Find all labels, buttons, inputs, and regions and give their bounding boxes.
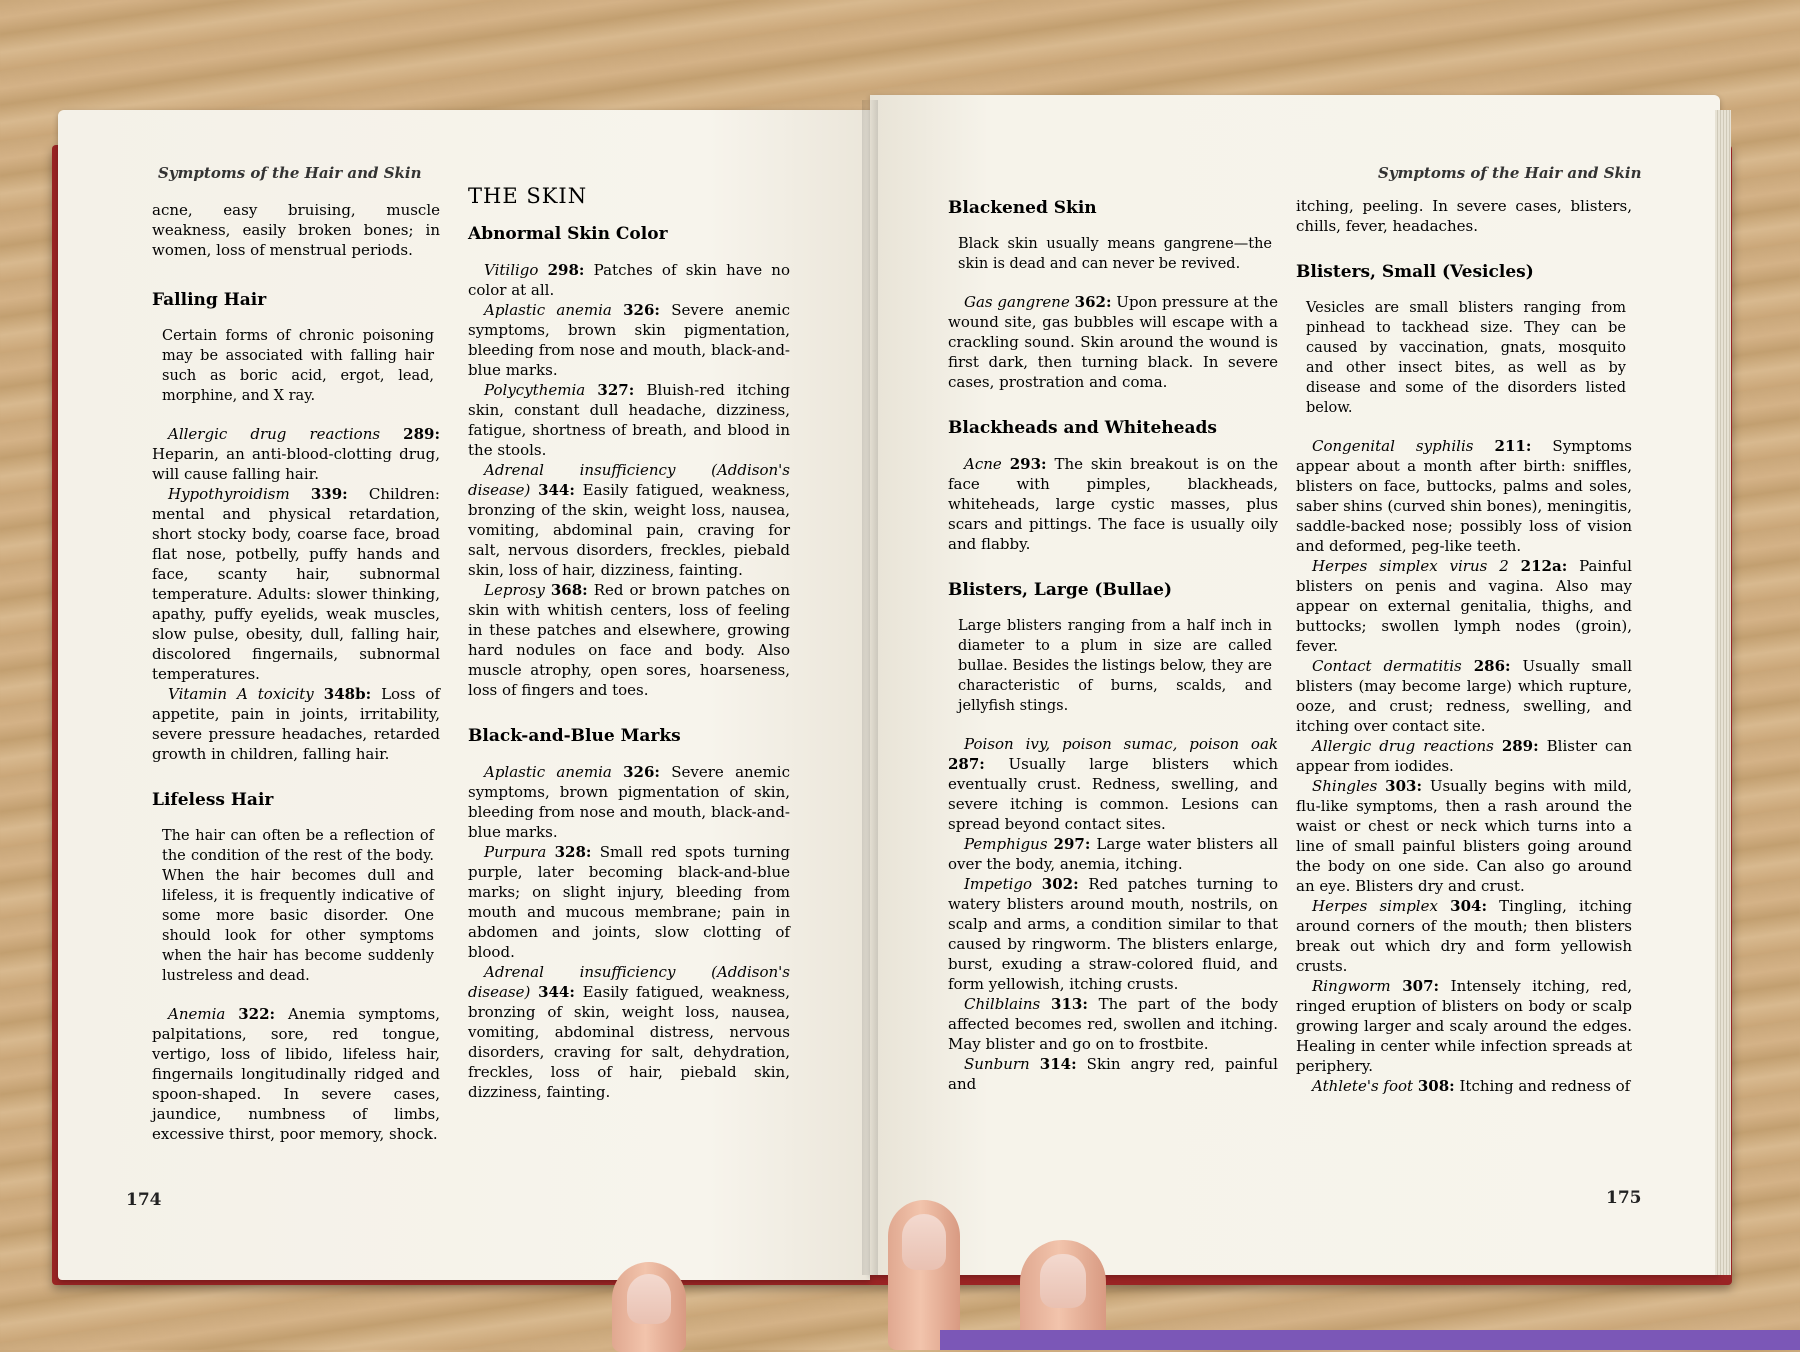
condition-term: Anemia [168,1005,226,1023]
purple-ruler [940,1330,1800,1350]
condition-entry [468,762,790,842]
condition-description: Red or brown patches on skin with whitish centers, loss of feeling in these patches and elsewhere, growing hard nodules on face and body. Also muscle atrophy, open sores, hoarseness, loss of fingers and toes. [468,581,790,699]
right-column-2 [1296,196,1632,1096]
condition-term: Vitamin A toxicity [168,685,314,703]
reference-number: 298: [547,261,585,279]
section-intro: Large blisters ranging from a half inch in diameter to a plum in size are called bullae. Besides the listings below, they are characteristic of burns, scalds, and jellyfish stings. [958,618,1272,714]
condition-description: Heparin, an anti-blood-clotting drug, will cause falling hair. [152,445,440,483]
reference-number: 314: [1039,1055,1077,1073]
condition-entry [468,300,790,380]
page-edges [1715,110,1731,1275]
condition-entry [948,994,1278,1054]
reference-number: 302: [1041,875,1079,893]
condition-description: Usually begins with mild, flu-like symptoms, then a rash around the waist or chest or neck which turns into a line of small painful blisters going around the body on one side. Can also go around an eye. Blisters dry and crust. [1296,777,1632,895]
condition-description: Children: mental and physical retardation, short stocky body, coarse face, broad flat nose, potbelly, puffy hands and face, scanty hair, subnormal temperature. Adults: slower thinking, apathy, puffy eyelids, weak muscles, slow pulse, obesity, dull, falling hair, discolored fingernails, subnormal temperatures. [152,485,440,683]
reference-number: 304: [1450,897,1487,915]
running-head-left: Symptoms of the Hair and Skin [158,164,422,182]
condition-description: Loss of appetite, pain in joints, irritability, severe pressure headaches, retarded growth in children, falling hair. [152,685,440,763]
section-heading: Lifeless Hair [152,790,274,810]
reference-number: 348b: [323,685,372,703]
fingernail [902,1214,946,1270]
condition-entry [152,484,440,684]
condition-entry [948,834,1278,874]
condition-entry [948,874,1278,994]
reference-number: 289: [403,425,440,443]
condition-description: Usually large blisters which eventually crust. Redness, swelling, and severe itching is common. Lesions can spread beyond contact sites. [948,755,1278,833]
reference-number: 308: [1417,1077,1455,1095]
continued-text: acne, easy bruising, muscle weakness, easily broken bones; in women, loss of menstrual periods. [152,201,440,259]
condition-term: Vitiligo [484,261,539,279]
reference-number: 286: [1473,657,1511,675]
condition-entry [468,842,790,962]
condition-description: The skin breakout is on the face with pimples, blackheads, whiteheads, large cystic masses, plus scars and pittings. The face is usually oily and flabby. [948,455,1278,553]
condition-entry [468,380,790,460]
condition-description: Bluish-red itching skin, constant dull headache, dizziness, fatigue, shortness of breath, and blood in the stools. [468,381,790,459]
reference-number: 362: [1074,293,1112,311]
finger-left [888,1200,960,1350]
condition-term: Sunburn [964,1055,1030,1073]
condition-entry [1296,776,1632,896]
reference-number: 287: [948,755,985,773]
reference-number: 303: [1385,777,1423,795]
condition-term: Adrenal insufficiency (Addison's disease) [468,461,790,499]
reference-number: 211: [1494,437,1532,455]
condition-term: Impetigo [964,875,1033,893]
reference-number: 313: [1051,995,1088,1013]
condition-term: Athlete's foot [1312,1077,1414,1095]
section-heading: Black-and-Blue Marks [468,726,681,746]
condition-entry [948,292,1278,392]
left-column-1 [152,200,440,1144]
condition-entry [468,580,790,700]
condition-description: Small red spots turning purple, later becoming black-and-blue marks; on slight injury, bleeding from mouth and mucous membrane; pain in abdomen and joints, slow clotting of blood. [468,843,790,961]
condition-term: Allergic drug reactions [168,425,381,443]
condition-entry [152,424,440,484]
reference-number: 344: [538,983,575,1001]
reference-number: 344: [538,481,575,499]
reference-number: 297: [1053,835,1091,853]
section-heading: Blisters, Small (Vesicles) [1296,262,1534,282]
condition-entry [948,454,1278,554]
page-number-right: 175 [1606,1188,1642,1208]
condition-term: Shingles [1312,777,1378,795]
condition-entry [1296,1076,1632,1096]
condition-term: Chilblains [964,995,1041,1013]
condition-term: Congenital syphilis [1312,437,1474,455]
condition-description: Blister can appear from iodides. [1296,737,1632,775]
section-heading: Falling Hair [152,290,267,310]
condition-entry [152,684,440,764]
reference-number: 326: [623,301,660,319]
condition-entry [948,1054,1278,1094]
reference-number: 328: [554,843,592,861]
condition-description: Anemia symptoms, palpitations, sore, red tongue, vertigo, loss of libido, lifeless hair, fingernails longitudinally ridged and spoon-shaped. In severe cases, jaundice, numbness of limbs, excessive thirst, poor memory, shock. [152,1005,440,1143]
page-number-left: 174 [126,1190,162,1210]
reference-number: 368: [550,581,588,599]
reference-number: 293: [1009,455,1047,473]
reference-number: 327: [597,381,635,399]
section-heading: Blackened Skin [948,198,1097,218]
condition-entry [948,734,1278,834]
condition-term: Poison ivy, poison sumac, poison oak [964,735,1278,753]
condition-entry [152,1004,440,1144]
condition-description: Severe anemic symptoms, brown skin pigmentation, bleeding from nose and mouth, black-and-blue marks. [468,301,790,379]
condition-term: Purpura [484,843,547,861]
condition-description: Painful blisters on penis and vagina. Also may appear on external genitalia, thighs, and buttocks; swollen lymph nodes (groin), fever. [1296,557,1632,655]
condition-entry [1296,436,1632,556]
condition-description: Easily fatigued, weakness, bronzing of the skin, weight loss, nausea, vomiting, abdominal pain, craving for salt, nervous disorders, freckles, piebald skin, loss of hair, dizziness, fainting. [468,481,790,579]
condition-term: Polycythemia [484,381,586,399]
chapter-title: THE SKIN [468,184,588,208]
left-column-2 [468,186,790,1102]
condition-entry [468,260,790,300]
condition-description: Upon pressure at the wound site, gas bubbles will escape with a crackling sound. Skin around the wound is first dark, then turning black. In severe cases, prostration and coma. [948,293,1278,391]
condition-description: Severe anemic symptoms, brown pigmentation of skin, bleeding from nose and mouth, black-and-blue marks. [468,763,790,841]
condition-term: Pemphigus [964,835,1048,853]
condition-entry [1296,736,1632,776]
section-heading: Blackheads and Whiteheads [948,418,1217,438]
condition-description: Symptoms appear about a month after birth: sniffles, blisters on face, buttocks, palms and soles, saber shins (curved shin bones), meningitis, saddle-backed nose; possibly loss of vision and deformed, peg-like teeth. [1296,437,1632,555]
condition-description: Large water blisters all over the body, anemia, itching. [948,835,1278,873]
continued-text: itching, peeling. In severe cases, blisters, chills, fever, headaches. [1296,197,1632,235]
condition-description: Red patches turning to watery blisters around mouth, nostrils, on scalp and arms, a condition similar to that caused by ringworm. The blisters enlarge, burst, exuding a straw-colored fluid, and form yellowish, itching crusts. [948,875,1278,993]
reference-number: 289: [1501,737,1539,755]
condition-description: Tingling, itching around corners of the mouth; then blisters break out which dry and form yellowish crusts. [1296,897,1632,975]
condition-term: Gas gangrene [964,293,1070,311]
reference-number: 307: [1402,977,1440,995]
section-intro: Black skin usually means gangrene—the skin is dead and can never be revived. [958,236,1272,272]
condition-description: Intensely itching, red, ringed eruption of blisters on body or scalp growing larger and scaly around the edges. Healing in center while infection spreads at periphery. [1296,977,1632,1075]
reference-number: 339: [310,485,348,503]
condition-entry [1296,656,1632,736]
condition-term: Herpes simplex virus 2 [1312,557,1509,575]
section-intro: Certain forms of chronic poisoning may be associated with falling hair such as boric acid, ergot, lead, morphine, and X ray. [162,328,434,404]
fingernail [1040,1254,1086,1308]
condition-entry [468,962,790,1102]
running-head-right: Symptoms of the Hair and Skin [1378,164,1642,182]
condition-term: Contact dermatitis [1312,657,1462,675]
condition-description: Skin angry red, painful and [948,1055,1278,1093]
condition-term: Adrenal insufficiency (Addison's disease) [468,963,790,1001]
condition-description: The part of the body affected becomes red, swollen and itching. May blister and go on to frostbite. [948,995,1278,1053]
reference-number: 322: [238,1005,276,1023]
book-spine-shadow [862,100,878,1275]
condition-description: Itching and redness of [1454,1077,1631,1095]
section-intro: Vesicles are small blisters ranging from pinhead to tackhead size. They can be caused by vaccination, gnats, mosquito and other insect bites, as well as by disease and some of the disorders listed below. [1306,300,1626,416]
reference-number: 326: [623,763,660,781]
reference-number: 212a: [1520,557,1568,575]
condition-term: Leprosy [484,581,545,599]
section-heading: Abnormal Skin Color [468,224,668,244]
section-intro: The hair can often be a reflection of the condition of the rest of the body. When the hair becomes dull and lifeless, it is frequently indicative of some more basic disorder. One should look for other symptoms when the hair has become suddenly lustreless and dead. [162,828,434,984]
condition-term: Ringworm [1312,977,1391,995]
condition-term: Hypothyroidism [168,485,290,503]
condition-description: Patches of skin have no color at all. [468,261,790,299]
condition-entry [468,460,790,580]
condition-term: Herpes simplex [1312,897,1438,915]
condition-term: Aplastic anemia [484,301,612,319]
fingernail [627,1274,671,1324]
right-column-1 [948,198,1278,1094]
condition-entry [1296,896,1632,976]
condition-term: Aplastic anemia [484,763,612,781]
condition-entry [1296,976,1632,1076]
finger-bottom-left [612,1262,686,1352]
condition-term: Allergic drug reactions [1312,737,1494,755]
section-heading: Blisters, Large (Bullae) [948,580,1172,600]
condition-description: Usually small blisters (may become large) which rupture, ooze, and crust; redness, swelling, and itching over contact site. [1296,657,1632,735]
condition-term: Acne [964,455,1002,473]
condition-entry [1296,556,1632,656]
condition-description: Easily fatigued, weakness, bronzing of skin, weight loss, nausea, vomiting, abdominal distress, nervous disorders, craving for salt, dehydration, freckles, loss of hair, piebald skin, dizziness, fainting. [468,983,790,1101]
